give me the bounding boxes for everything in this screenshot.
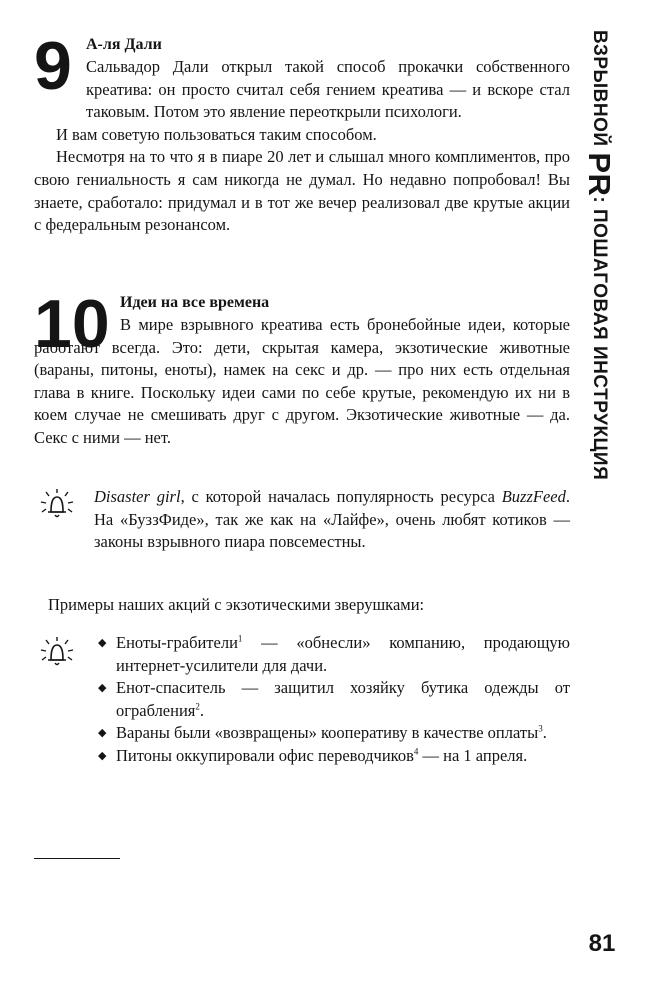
- note-italic: Disaster girl: [94, 487, 181, 506]
- list-item: [116, 632, 570, 677]
- section-title: Идеи на все времена: [120, 294, 270, 311]
- side-note: [34, 486, 570, 554]
- footnote-ref: 1: [237, 633, 243, 644]
- section-number: 10: [34, 286, 110, 362]
- list-item: [116, 722, 570, 745]
- footnote-ref: 4: [413, 746, 419, 757]
- note-text-part: . На «БуззФиде», так же как на «Лайфе», очень любят котиков — законы взрывного пиара повсеместны.: [94, 487, 570, 552]
- note-text-part: , с которой началась популярность ресурса: [180, 487, 502, 506]
- bell-icon: [40, 488, 74, 522]
- list-item: [116, 745, 570, 768]
- examples-heading: Примеры наших акций с экзотическими зверушками:: [48, 595, 425, 614]
- list-item-text: Еноты-грабители: [116, 633, 238, 652]
- footnote-divider: [34, 858, 120, 859]
- note-italic: BuzzFeed: [501, 487, 566, 506]
- footnote-ref: 3: [538, 723, 543, 734]
- book-title-part1: ВЗРЫВНОЙ: [589, 30, 610, 153]
- section-title: А-ля Дали: [86, 36, 162, 53]
- paragraph: Сальвадор Дали открыл такой способ прокачки собственного креатива: он просто считал себя гением креатива — и вскоре стал таковым. Потом это явление переоткрыли психологи.: [86, 57, 570, 122]
- list-item-text: — «обнесли» компанию, продающую интернет-усилители для дачи.: [116, 633, 570, 675]
- list-item-text: — на 1 апреля.: [418, 745, 528, 765]
- list-item-text: .: [199, 700, 205, 720]
- section-10: [34, 286, 570, 450]
- section-number: 9: [34, 28, 72, 104]
- book-title-part2: : ПОШАГОВАЯ ИНСТРУКЦИЯ: [589, 196, 610, 481]
- section-9-lead: [34, 28, 570, 124]
- paragraph: В мире взрывного креатива есть бронебойные идеи, которые работают всегда. Это: дети, скрытая камера, экзотические животные (вараны, питоны, еноты), намек на секс и др. — про них есть отдельная глава в книге. Поскольку идеи сами по себе крутые, рекомендую их ни в коем случае не смешивать друг с другом. Экзотические животные — да. Секс с ними — нет.: [34, 315, 570, 447]
- book-title-vertical: [578, 30, 620, 480]
- list-item-text: Енот-спаситель — защитил хозяйку бутика одежды от ограбления: [116, 678, 570, 720]
- bell-icon: [40, 636, 74, 670]
- paragraph: Несмотря на то что я в пиаре 20 лет и слышал много комплиментов, про свою гениальность я сам никогда не думал. Но недавно попробовал! Вы знаете, сработало: придумал и в тот же вечер реализовал две крутые акции с федеральным резонансом.: [34, 147, 570, 235]
- page-number: 81: [588, 930, 616, 957]
- book-title-pr: PR: [582, 152, 617, 197]
- list-item-text: Питоны оккупировали офис переводчиков: [116, 745, 414, 765]
- section-10-lead: [34, 292, 570, 314]
- running-header: [578, 30, 620, 500]
- list-item-text: .: [542, 723, 547, 743]
- paragraph: И вам советую пользоваться таким способом.: [56, 124, 377, 144]
- examples-list: [34, 632, 570, 768]
- list-item: [116, 677, 570, 722]
- section-9: [34, 28, 570, 237]
- note-text: [34, 486, 570, 554]
- bullet-list: [34, 632, 570, 768]
- footnote-ref: 2: [195, 701, 200, 712]
- list-item-text: Вараны были «возвращены» кооперативу в качестве оплаты: [116, 723, 539, 743]
